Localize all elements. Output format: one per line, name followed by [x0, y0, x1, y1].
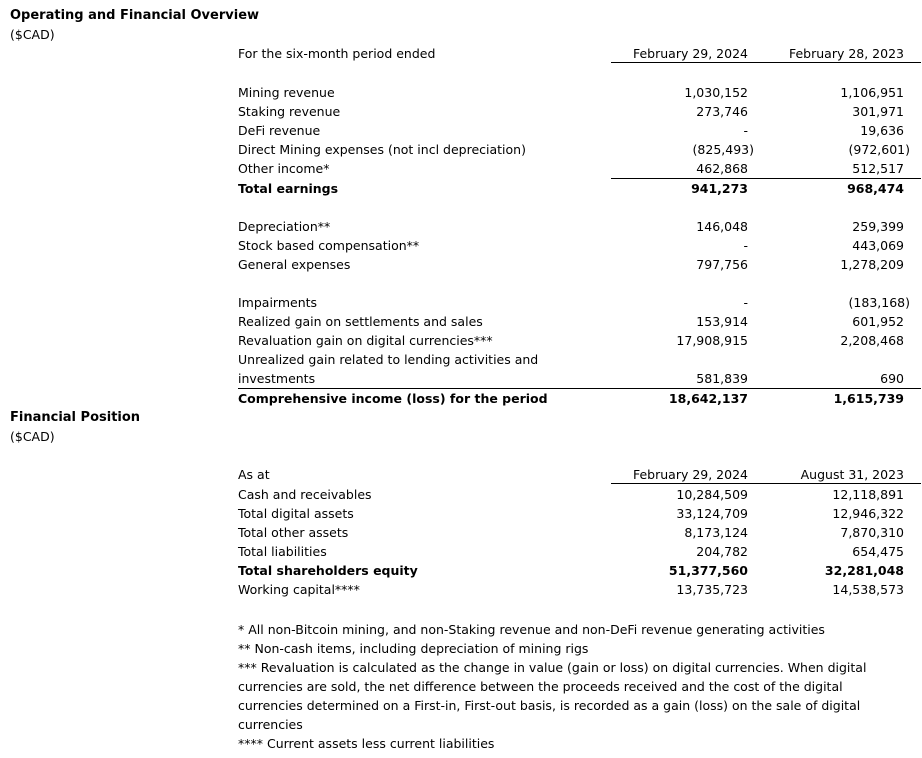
row-label: Revaluation gain on digital currencies***: [238, 333, 493, 348]
table-row: [238, 352, 904, 371]
currency-label: ($CAD): [10, 429, 55, 444]
table-row: [238, 525, 904, 544]
row-label: DeFi revenue: [238, 123, 321, 138]
row-value-current: 1,030,152: [684, 85, 748, 100]
row-value-current: 797,756: [696, 257, 748, 272]
row-value-prior: 968,474: [847, 181, 904, 196]
section-title-position: Financial Position: [10, 410, 141, 425]
row-value-current: 273,746: [696, 104, 748, 119]
currency-label: ($CAD): [10, 27, 55, 42]
column-header-current: February 29, 2024: [632, 467, 748, 482]
total-line: [238, 388, 921, 389]
table-row: [238, 123, 904, 142]
subtotal-line: [611, 178, 921, 179]
row-value-prior: 14,538,573: [832, 582, 904, 597]
column-header-prior: August 31, 2023: [800, 467, 904, 482]
table-row: [238, 257, 904, 276]
table-row: [238, 295, 910, 314]
table-row: [238, 219, 904, 238]
row-value-prior: 1,278,209: [840, 257, 904, 272]
row-label: Total liabilities: [238, 544, 327, 559]
section-title-operating: Operating and Financial Overview: [10, 8, 260, 23]
row-label: Mining revenue: [238, 85, 335, 100]
header-underline: [611, 62, 921, 63]
footnote-4: **** Current assets less current liabilities: [238, 736, 495, 751]
header-underline: [611, 483, 921, 484]
row-value-prior: 12,118,891: [832, 487, 904, 502]
row-value-current: 204,782: [696, 544, 748, 559]
row-label: General expenses: [238, 257, 351, 272]
row-value-prior: 32,281,048: [824, 563, 904, 578]
row-value-prior: 259,399: [852, 219, 904, 234]
table-row: [238, 544, 904, 563]
row-value-current: 33,124,709: [676, 506, 748, 521]
row-value-prior: 12,946,322: [832, 506, 904, 521]
row-value-prior: 690: [880, 371, 904, 386]
row-label: Direct Mining expenses (not incl depreciation): [238, 142, 526, 157]
footnote-3: *** Revaluation is calculated as the change in value (gain or loss) on digital currencies. When digital currencies are sold, the net difference between the proceeds received and the cost of the digital currencies determined on a First-in, First-out basis, is recorded as a gain (loss) on the sale of digital currencies: [238, 660, 867, 732]
column-header-current: February 29, 2024: [632, 46, 748, 61]
row-value-current: 462,868: [696, 161, 748, 176]
row-value-prior: 443,069: [852, 238, 904, 253]
row-value-current: -: [743, 295, 748, 310]
row-value-current: 10,284,509: [676, 487, 748, 502]
table-row: [238, 142, 910, 161]
footnote-1: * All non-Bitcoin mining, and non-Staking revenue and non-DeFi revenue generating activities: [238, 622, 825, 637]
row-value-current: -: [743, 238, 748, 253]
row-label: Other income*: [238, 161, 330, 176]
table-row: [238, 487, 904, 506]
row-label: Impairments: [238, 295, 318, 310]
table-row: [238, 314, 904, 333]
row-label: Working capital****: [238, 582, 360, 597]
row-value-prior: 512,517: [852, 161, 904, 176]
row-value-prior: 19,636: [860, 123, 904, 138]
as-at-label: As at: [238, 467, 270, 482]
row-label: Depreciation**: [238, 219, 331, 234]
column-header-prior: February 28, 2023: [788, 46, 904, 61]
row-label: Total digital assets: [238, 506, 354, 521]
row-label: Total other assets: [238, 525, 349, 540]
row-value-current: 153,914: [696, 314, 748, 329]
row-label: Total earnings: [238, 181, 339, 196]
row-value-prior: 654,475: [852, 544, 904, 559]
row-label: Cash and receivables: [238, 487, 372, 502]
row-value-prior: 1,106,951: [840, 85, 904, 100]
total-earnings-row: [238, 181, 904, 200]
row-label: Total shareholders equity: [238, 563, 418, 578]
table-row: [238, 333, 904, 352]
row-value-prior: 2,208,468: [840, 333, 904, 348]
shareholders-equity-row: [238, 563, 904, 582]
row-label: Realized gain on settlements and sales: [238, 314, 483, 329]
row-value-current: 18,642,137: [668, 391, 748, 406]
row-value-prior: 301,971: [852, 104, 904, 119]
row-value-prior: 1,615,739: [833, 391, 904, 406]
footnote-2: ** Non-cash items, including depreciation of mining rigs: [238, 641, 589, 656]
table-row: [238, 506, 904, 525]
row-value-current: 51,377,560: [668, 563, 748, 578]
row-value-current: 13,735,723: [676, 582, 748, 597]
row-value-prior: 7,870,310: [840, 525, 904, 540]
row-label: Staking revenue: [238, 104, 341, 119]
row-value-current: -: [743, 123, 748, 138]
row-value-current: 941,273: [691, 181, 748, 196]
row-value-prior: (183,168): [848, 295, 910, 310]
row-value-prior: (972,601): [848, 142, 910, 157]
row-value-current: 8,173,124: [684, 525, 748, 540]
table-row: [238, 85, 904, 104]
row-value-current: 146,048: [696, 219, 748, 234]
working-capital-row: [238, 582, 904, 601]
table-row: [238, 104, 904, 123]
row-value-current: 17,908,915: [676, 333, 748, 348]
table-row: [238, 238, 904, 257]
row-label: Unrealized gain related to lending activities and: [238, 352, 539, 367]
row-label-continued: investments: [238, 371, 316, 386]
row-label: Comprehensive income (loss) for the period: [238, 391, 548, 406]
period-label: For the six-month period ended: [238, 46, 436, 61]
row-value-prior: 601,952: [852, 314, 904, 329]
row-value-current: (825,493): [692, 142, 754, 157]
comprehensive-income-row: [238, 391, 904, 410]
row-label: Stock based compensation**: [238, 238, 420, 253]
row-value-current: 581,839: [696, 371, 748, 386]
